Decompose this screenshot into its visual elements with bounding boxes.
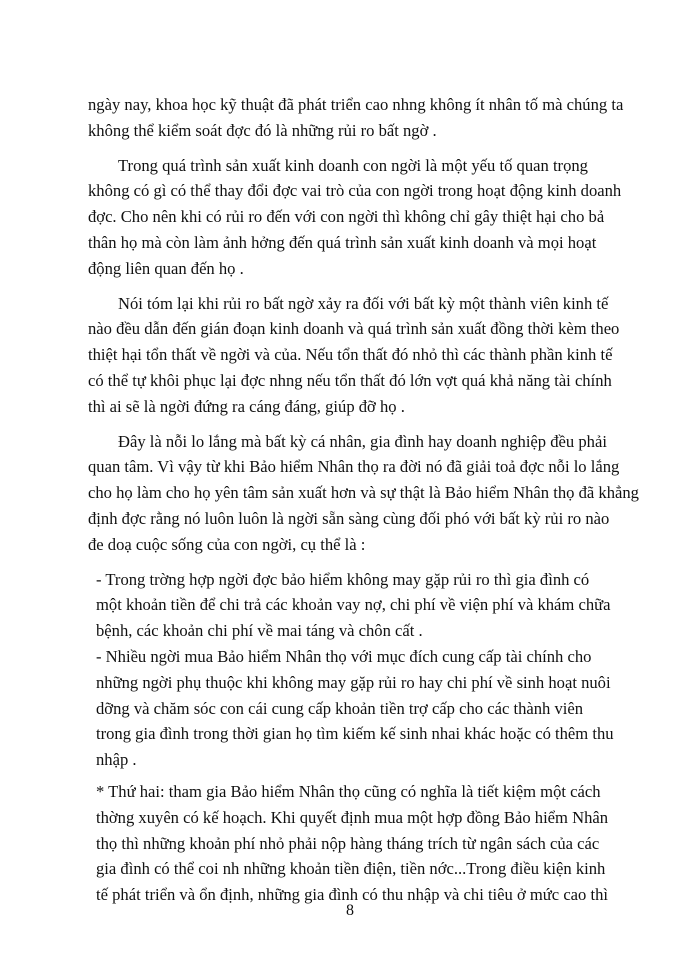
text-line: Trong quá trình sản xuất kinh doanh con ngời là một yếu tố quan trọng	[118, 155, 588, 175]
text-line: tế phát triển và ổn định, những gia đình có thu nhập và chi tiêu ở mức cao thì	[96, 885, 609, 905]
text-line: bệnh, các khoản chi phí về mai táng và chôn cất .	[96, 621, 423, 641]
text-line: thì ai sẽ là ngời đứng ra cáng đáng, giúp đỡ họ .	[88, 396, 405, 416]
paragraph	[88, 153, 640, 282]
paragraph	[88, 429, 640, 558]
text-line: có thể tự khôi phục lại đợc nhng nếu tổn thất đó lớn vợt quá khả năng tài chính	[88, 370, 612, 390]
text-line: cho họ làm cho họ yên tâm sản xuất hơn và sự thật là Bảo hiểm Nhân thọ đã khẳng	[88, 483, 639, 503]
page-number: 8	[346, 902, 354, 919]
text-line: nào đều dẫn đến gián đoạn kinh doanh và quá trình sản xuất đồng thời kèm theo	[88, 319, 620, 339]
text-line: thọ thì những khoản phí nhỏ phải nộp hàng tháng trích từ ngân sách của các	[96, 833, 600, 853]
text-line: Đây là nỗi lo lắng mà bất kỳ cá nhân, gia đình hay doanh nghiệp đều phải	[118, 431, 607, 451]
text-line: đe doạ cuộc sống của con ngời, cụ thể là :	[88, 534, 366, 554]
text-line: thiệt hại tổn thất về ngời và của. Nếu tổn thất đó nhỏ thì các thành phần kinh tế	[88, 345, 613, 365]
text-line: động liên quan đến họ .	[88, 258, 244, 278]
text-line: - Trong trờng hợp ngời đợc bảo hiểm không may gặp rủi ro thì gia đình có	[96, 569, 590, 589]
text-line: dỡng và chăm sóc con cái cung cấp khoản tiền trợ cấp cho các thành viên	[96, 698, 584, 718]
text-line: gia đình có thể coi nh những khoản tiền điện, tiền nớc...Trong điều kiện kinh	[96, 859, 606, 879]
text-line: - Nhiều ngời mua Bảo hiểm Nhân thọ với mục đích cung cấp tài chính cho	[96, 646, 592, 666]
list-item	[88, 779, 640, 908]
paragraph	[88, 291, 640, 420]
text-line: ngày nay, khoa học kỹ thuật đã phát triển cao nhng không ít nhân tố mà chúng ta	[88, 95, 624, 114]
body-text	[88, 92, 640, 908]
text-line: một khoản tiền để chi trả các khoản vay nợ, chi phí về viện phí và khám chữa	[96, 595, 611, 615]
list-item	[88, 567, 640, 644]
text-line: nhập .	[96, 750, 137, 770]
text-line: Nói tóm lại khi rủi ro bất ngờ xảy ra đối với bất kỳ một thành viên kinh tế	[118, 293, 609, 313]
text-line: * Thứ hai: tham gia Bảo hiểm Nhân thọ cũng có nghĩa là tiết kiệm một cách	[96, 781, 601, 801]
text-line: trong gia đình trong thời gian họ tìm kiếm kế sinh nhai khác hoặc có thêm thu	[96, 724, 614, 744]
list-item	[88, 644, 640, 773]
text-line: đợc. Cho nên khi có rủi ro đến với con ngời thì không chỉ gây thiệt hại cho bả	[88, 207, 605, 227]
paragraph	[88, 92, 640, 144]
text-line: thân họ mà còn làm ảnh hởng đến quá trình sản xuất kinh doanh và mọi hoạt	[88, 232, 597, 252]
text-line: không có gì có thể thay đổi đợc vai trò của con ngời trong hoạt động kinh doanh	[88, 181, 622, 201]
text-line: quan tâm. Vì vậy từ khi Bảo hiểm Nhân thọ ra đời nó đã giải toả đợc nỗi lo lắng	[88, 457, 620, 477]
text-line: những ngời phụ thuộc khi không may gặp rủi ro hay chi phí về sinh hoạt nuôi	[96, 672, 611, 692]
text-line: không thể kiểm soát đợc đó là những rủi ro bất ngờ .	[88, 120, 437, 140]
text-line: định đợc rằng nó luôn luôn là ngời sẵn sàng cùng đối phó với bất kỳ rủi ro nào	[88, 508, 610, 528]
text-line: thờng xuyên có kế hoạch. Khi quyết định mua một hợp đồng Bảo hiểm Nhân	[96, 807, 609, 827]
